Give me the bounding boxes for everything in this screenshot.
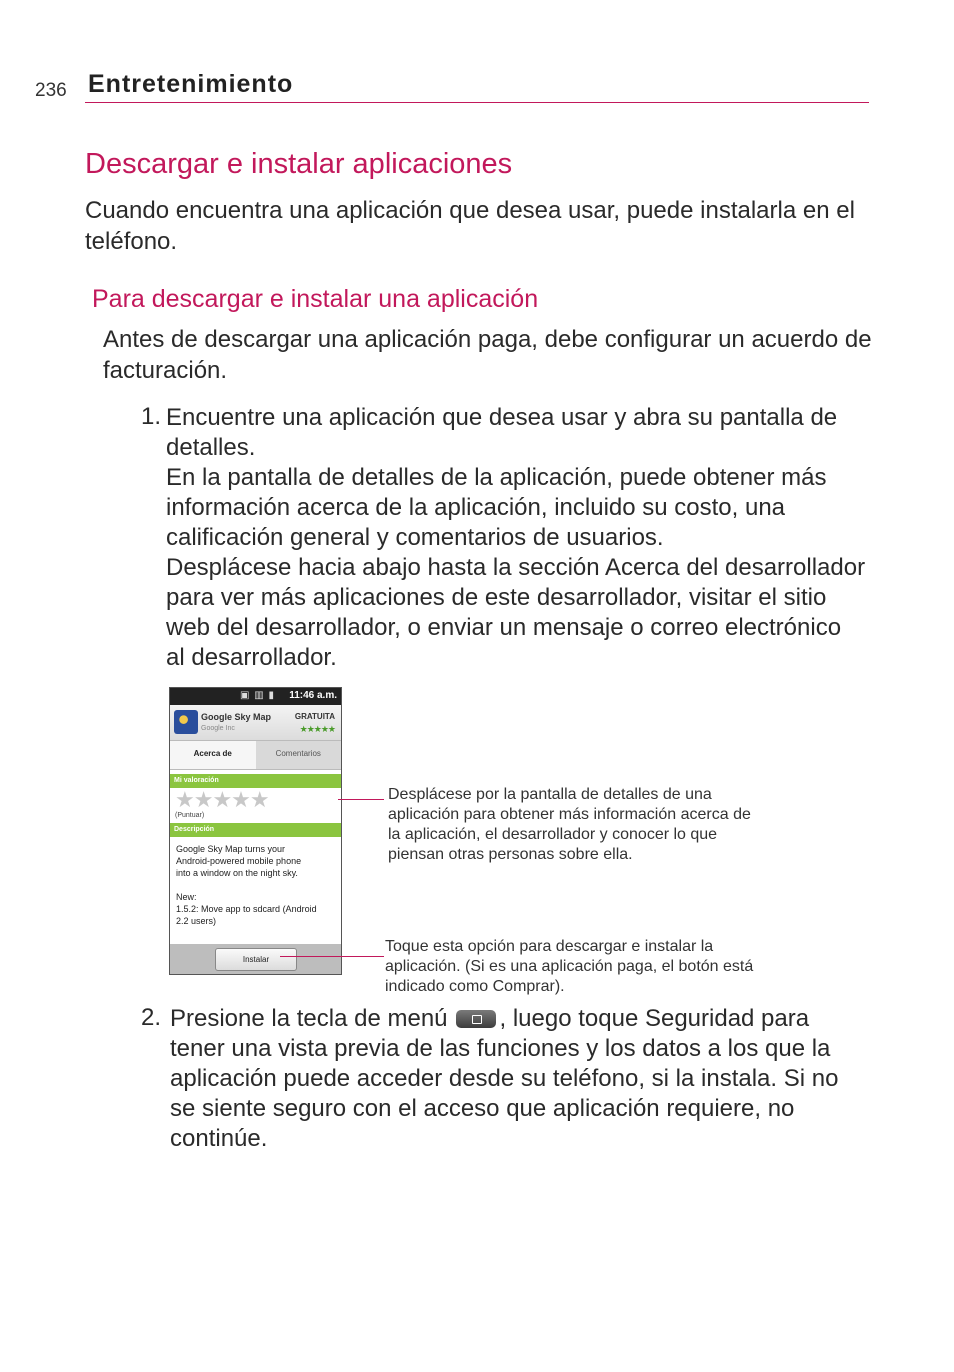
menu-key-icon [456, 1010, 496, 1028]
callout-install: Toque esta opción para descargar e instalar la aplicación. (Si es una aplicación paga, el botón está indicado como Comprar). [385, 938, 754, 995]
page-title: Descargar e instalar aplicaciones [85, 148, 513, 180]
phone-screenshot [169, 687, 342, 975]
sky-map-app-icon [174, 710, 198, 734]
step-1-line-b: En la pantalla de detalles de la aplicación, puede obtener más información acerca de la aplicación, incluido su costo, una calificación general y comentarios de usuarios. [166, 464, 827, 551]
status-icons: ▣ ▥ ▮ [240, 690, 275, 701]
status-time: 11:46 a.m. [289, 690, 337, 701]
step-2-post: para tener una vista previa de las funciones y los datos a los que la aplicación puede acceder desde su teléfono, si la instala. Si no se siente seguro con el acceso que aplicación requiere, no continúe. [170, 1005, 839, 1152]
header-rule [85, 102, 869, 103]
step-2-pre: Presione la [170, 1005, 297, 1032]
section-title: Entretenimiento [88, 70, 294, 98]
step-2-text [170, 1004, 870, 1154]
callout-line-install [280, 956, 384, 957]
description-band: Descripción [170, 823, 341, 837]
step-1-text [166, 403, 866, 673]
subsection-title: Para descargar e instalar una aplicación [92, 285, 539, 313]
intro-paragraph: Cuando encuentra una aplicación que desea usar, puede instalarla en el teléfono. [85, 197, 855, 255]
description-line: 1.5.2: Move app to sdcard (Android [176, 904, 317, 914]
details-tabs [170, 740, 341, 770]
app-developer: Google Inc [201, 725, 235, 732]
page-number: 236 [35, 80, 67, 101]
callout-scroll: Desplácese por la pantalla de detalles de una aplicación para obtener más información acerca de la aplicación, el desarrollador y conocer lo que piensan otras personas sobre ella. [388, 786, 751, 863]
step-1-line-c: Desplácese hacia abajo hasta la sección Acerca del desarrollador para ver más aplicaciones de este desarrollador, visitar el sitio web del desarrollador, o enviar un mensaje o correo electrónico al desarrollador. [166, 554, 866, 671]
description-line: into a window on the night sky. [176, 868, 298, 878]
step-1-line-a: Encuentre una aplicación que desea usar y abra su pantalla de detalles. [166, 404, 838, 461]
step-2-number: 2. [141, 1004, 162, 1031]
status-bar [170, 688, 341, 705]
description-line [176, 879, 336, 891]
install-bar [170, 944, 341, 974]
empty-stars-icon[interactable]: ★★★★★ [175, 787, 269, 812]
score-label: (Puntuar) [175, 812, 205, 819]
app-header [170, 705, 341, 740]
subsection-intro: Antes de descargar una aplicación paga, debe configurar un acuerdo de facturación. [103, 326, 872, 384]
callout-line-scroll [338, 799, 384, 800]
step-2-mid: , luego toque [499, 1005, 645, 1032]
menu-key-label: tecla de menú [296, 1005, 448, 1032]
description-line: Google Sky Map turns your [176, 844, 286, 854]
rating-stars-icon: ★★★★★ [299, 724, 335, 734]
my-rating-band: Mi valoración [170, 774, 341, 788]
step-1-number: 1. [141, 403, 162, 430]
security-option-label: Seguridad [644, 1005, 755, 1032]
app-description [170, 837, 341, 927]
install-button[interactable]: Instalar [215, 948, 297, 971]
tab-comments[interactable]: Comentarios [256, 741, 342, 769]
app-name: Google Sky Map [201, 712, 272, 722]
description-line: New: [176, 892, 197, 902]
tab-about[interactable]: Acerca de [170, 741, 256, 769]
description-line: 2.2 users) [176, 916, 217, 926]
app-price: GRATUITA [294, 712, 335, 721]
description-line: Android-powered mobile phone [176, 856, 302, 866]
